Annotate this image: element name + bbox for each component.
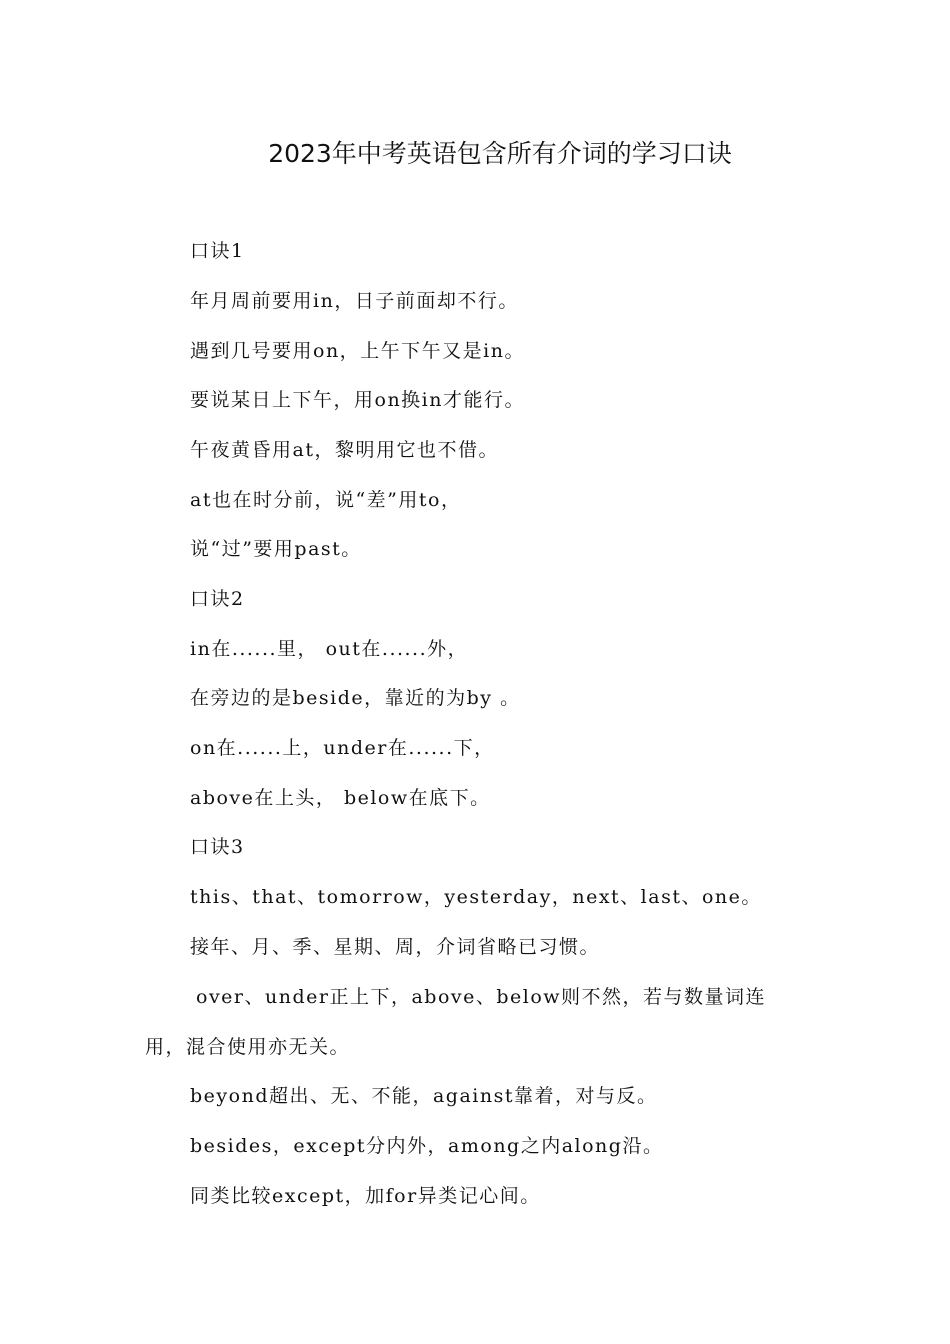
text-line: 接年、月、季、星期、周，介词省略已习惯。 — [190, 936, 601, 958]
text-line: at也在时分前，说“差”用to， — [190, 489, 462, 511]
text-line: 同类比较except，加for异类记心间。 — [190, 1185, 541, 1207]
section-heading: 口诀1 — [190, 240, 245, 262]
text-line: 用，混合使用亦无关。 — [145, 1036, 351, 1058]
text-line: 在旁边的是beside，靠近的为by 。 — [190, 687, 521, 709]
section-heading: 口诀2 — [190, 588, 245, 610]
text-line: beyond超出、无、不能，against靠着，对与反。 — [190, 1085, 658, 1107]
document-title: 2023年中考英语包含所有介词的学习口诀 — [268, 139, 732, 168]
text-line: besides，except分内外，among之内along沿。 — [190, 1135, 664, 1157]
text-line: in在......里， out在......外， — [190, 638, 469, 660]
text-line: this、that、tomorrow，yesterday，next、last、one。 — [190, 886, 762, 908]
text-line: over、under正上下，above、below则不然，若与数量词连 — [196, 986, 767, 1008]
text-line: 说“过”要用past。 — [190, 538, 362, 560]
text-line: 年月周前要用in，日子前面却不行。 — [190, 290, 519, 312]
text-line: 午夜黄昏用at，黎明用它也不借。 — [190, 439, 499, 461]
text-line: 要说某日上下午，用on换in才能行。 — [190, 389, 525, 411]
text-line: above在上头， below在底下。 — [190, 787, 491, 809]
section-heading: 口诀3 — [190, 836, 245, 858]
text-line: on在......上，under在......下， — [190, 737, 495, 759]
text-line: 遇到几号要用on，上午下午又是in。 — [190, 340, 525, 362]
